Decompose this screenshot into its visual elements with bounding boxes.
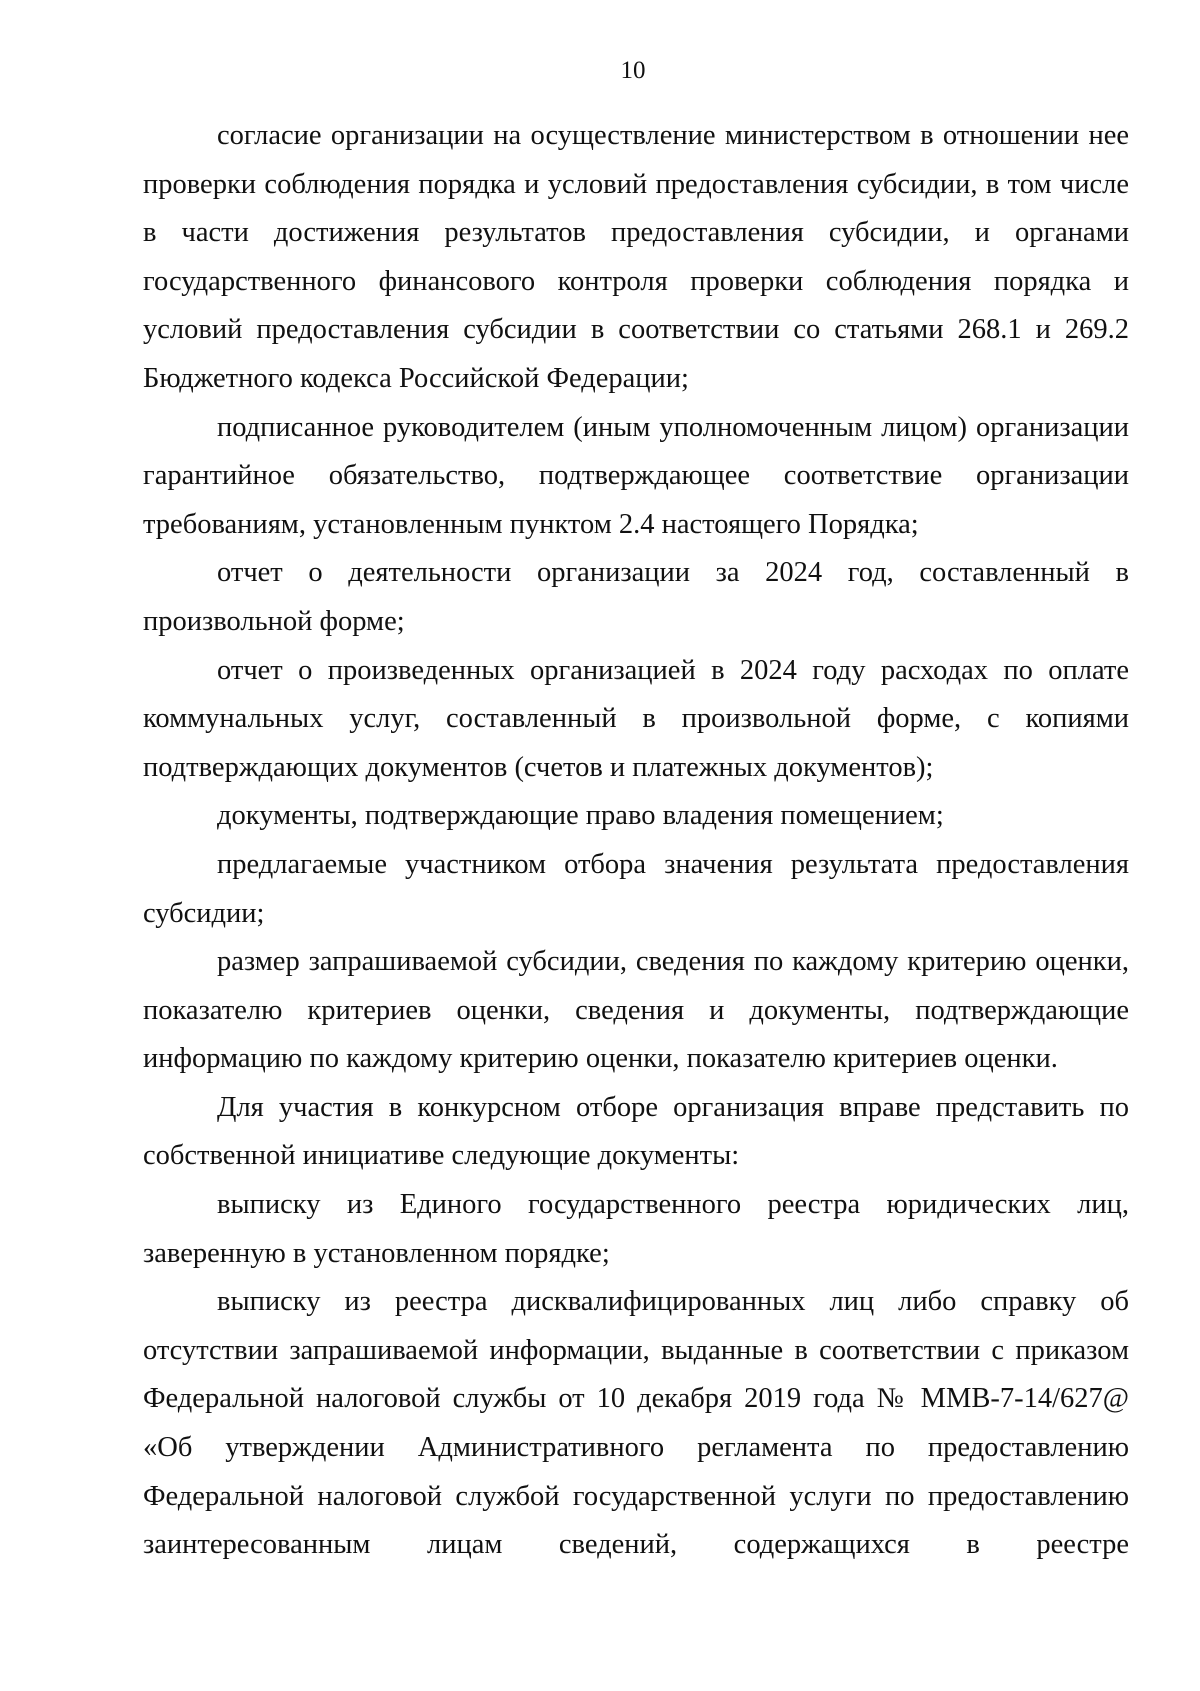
- paragraph-utility-expenses-report: отчет о произведенных организацией в 2024 году расходах по оплате коммунальных услуг, составленный в произвольной форме, с копиями подтверждающих документов (счетов и платежных документов);: [143, 654, 1129, 783]
- paragraph-disqualified-persons-registry: выписку из реестра дисквалифицированных лиц либо справку об отсутствии запрашиваемой информации, выданные в соответствии с приказом Федеральной налоговой службы от 10 декабря 2019 года № ММВ-7-14/627@ «Об утверждении Административного регламента по предоставлению Федеральной налоговой службой государственной услуги по предоставлению заинтересованным лицам сведений, содержащихся в реестре: [143, 1286, 1129, 1561]
- paragraph-activity-report: отчет о деятельности организации за 2024 год, составленный в произвольной форме;: [143, 557, 1129, 637]
- paragraph-guarantee-obligation: подписанное руководителем (иным уполномоченным лицом) организации гарантийное обязательство, подтверждающее соответствие организации требованиям, установленным пунктом 2.4 настоящего Порядка;: [143, 411, 1129, 540]
- paragraph-consent-inspection: согласие организации на осуществление министерством в отношении нее проверки соблюдения порядка и условий предоставления субсидии, в том числе в части достижения результатов предоставления субсидии, и органами государственного финансового контроля проверки соблюдения порядка и условий предоставления субсидии в соответствии со статьями 268.1 и 269.2 Бюджетного кодекса Российской Федерации;: [143, 120, 1129, 394]
- paragraph-proposed-result-values: предлагаемые участником отбора значения результата предоставления субсидии;: [143, 848, 1129, 929]
- paragraph-egrul-extract: выписку из Единого государственного реестра юридических лиц, заверенную в установленном порядке;: [143, 1189, 1129, 1269]
- paragraph-optional-documents-intro: Для участия в конкурсном отборе организация вправе представить по собственной инициативе следующие документы:: [143, 1091, 1129, 1172]
- document-body: [143, 112, 1129, 1570]
- paragraph-premises-ownership-documents: документы, подтверждающие право владения помещением;: [217, 800, 944, 832]
- paragraph-requested-subsidy-amount: размер запрашиваемой субсидии, сведения по каждому критерию оценки, показателю критериев оценки, сведения и документы, подтверждающие информацию по каждому критерию оценки, показателю критериев оценки.: [143, 946, 1129, 1075]
- page-number: 10: [620, 57, 646, 84]
